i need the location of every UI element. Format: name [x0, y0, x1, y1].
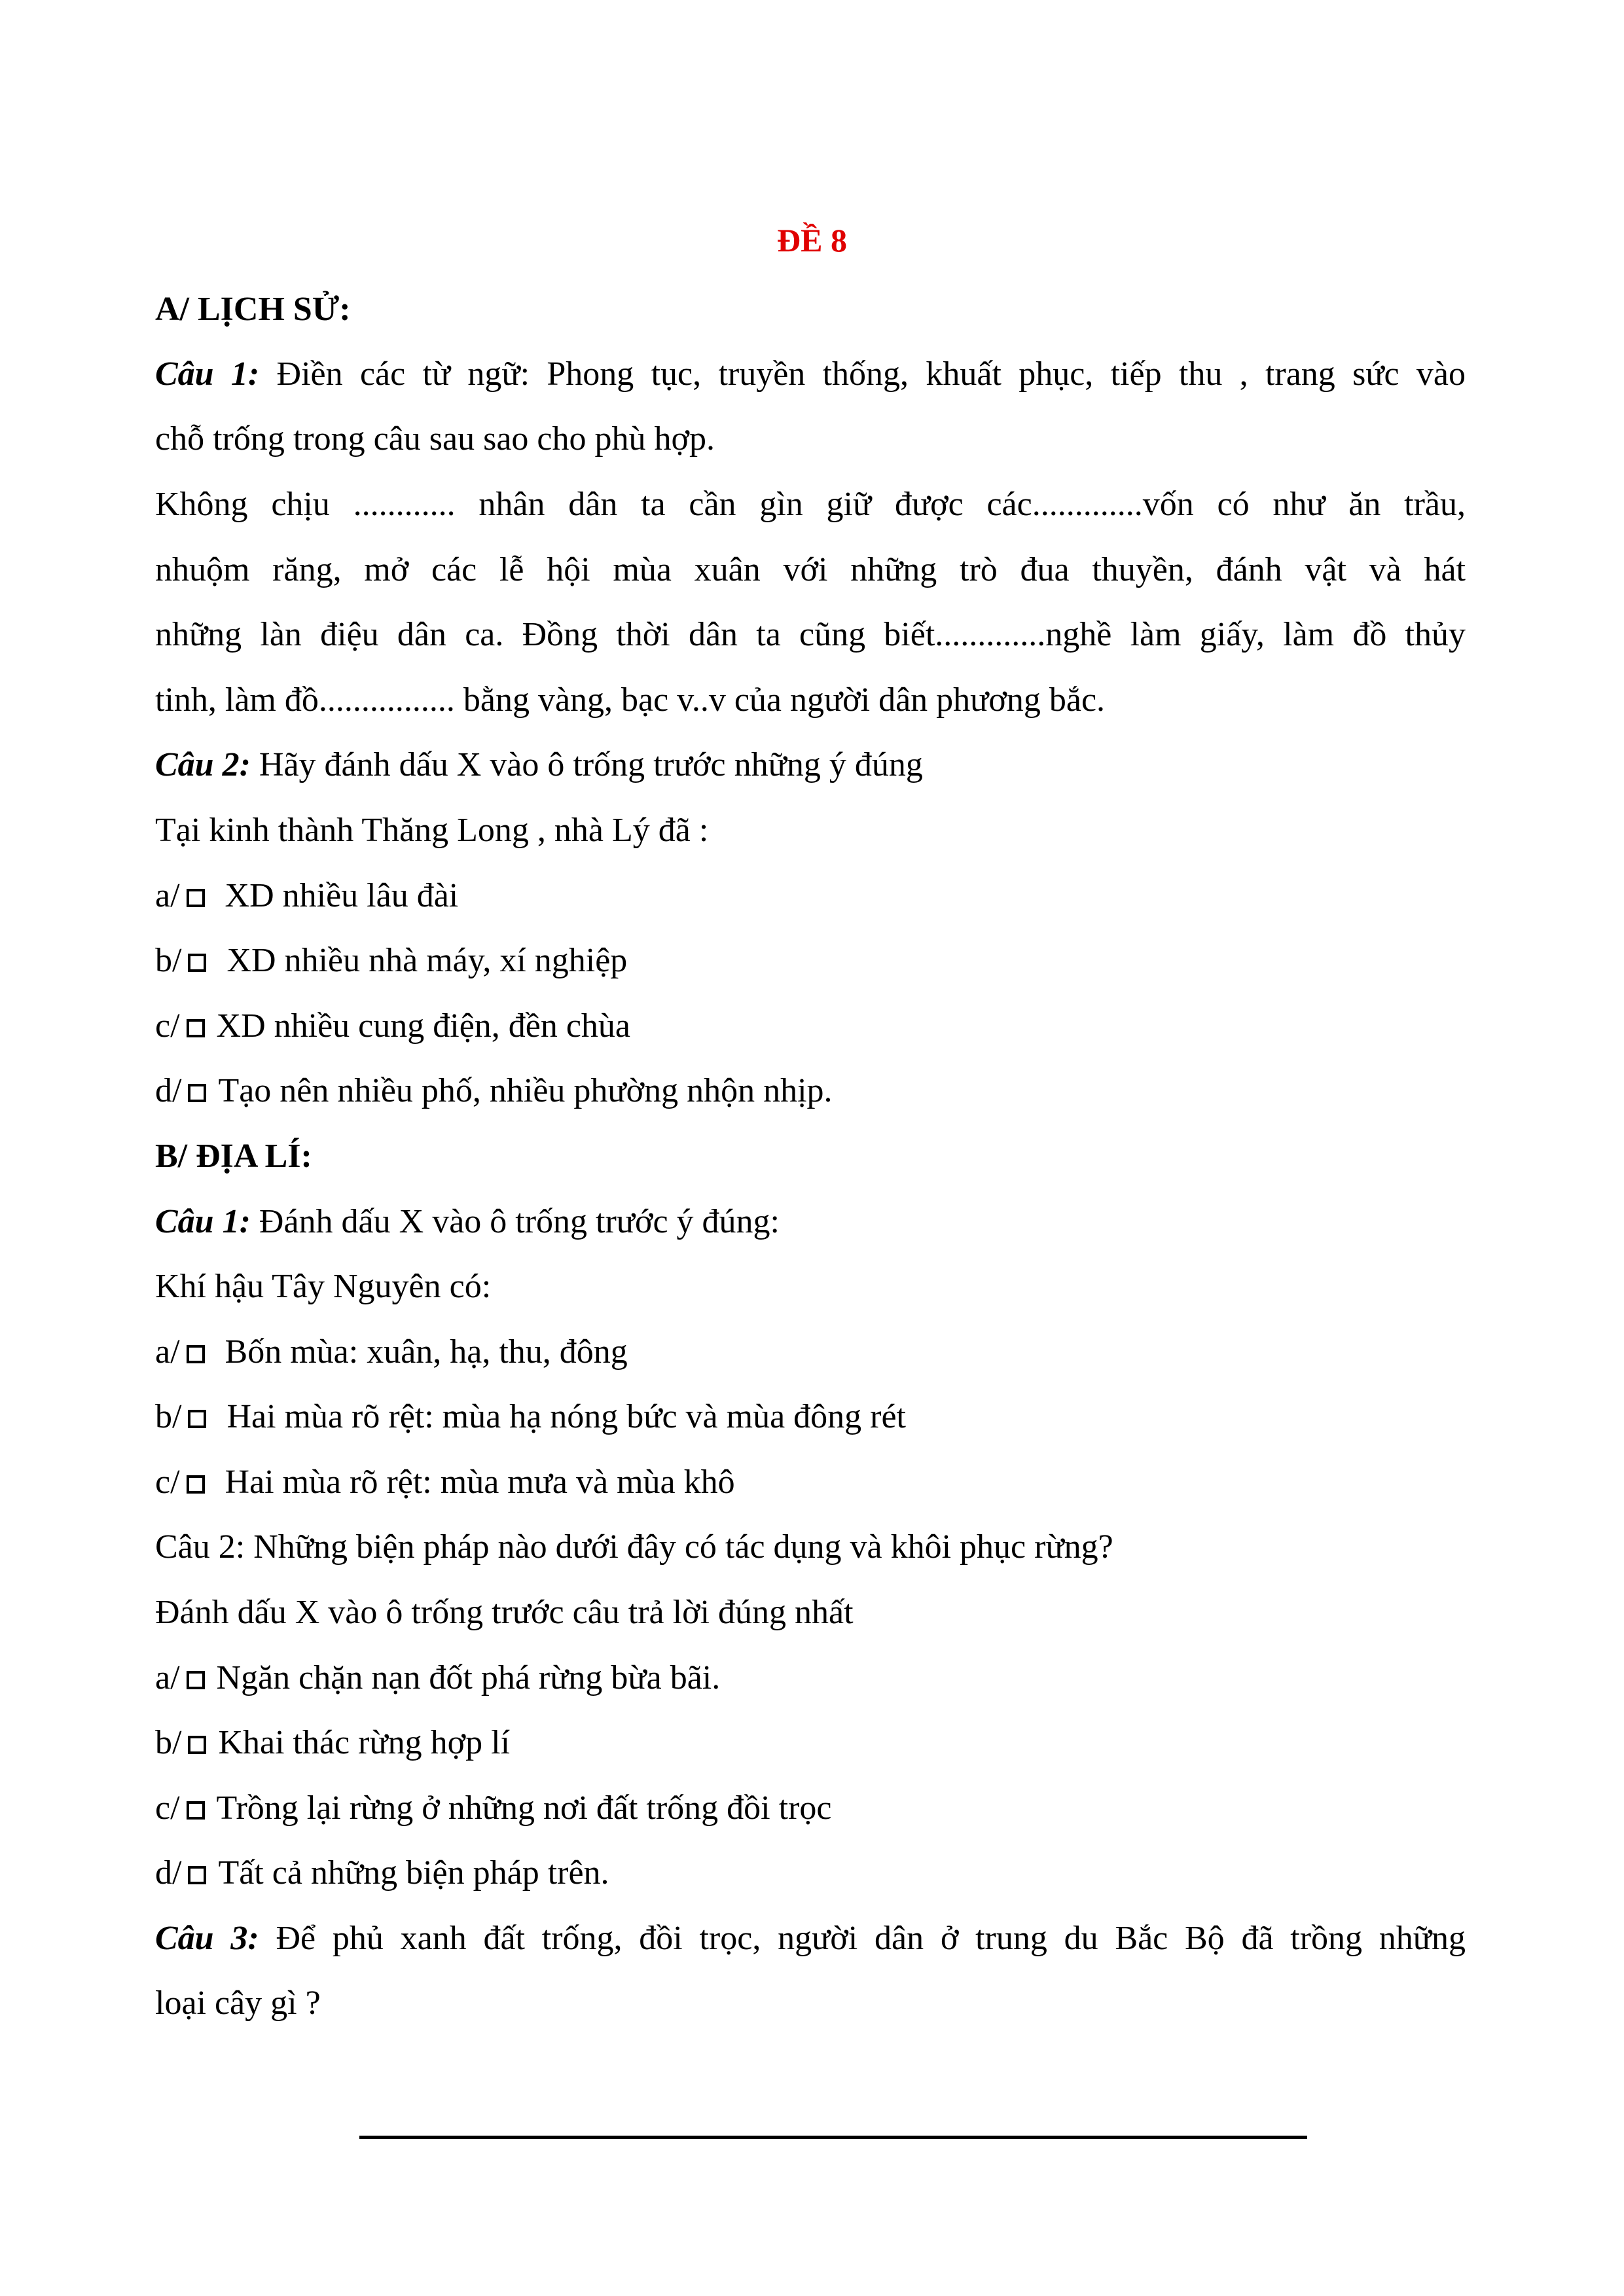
- option-text: XD nhiều nhà máy, xí nghiệp: [218, 942, 628, 979]
- section-b-q1: [155, 1200, 1466, 1244]
- section-a-q2: [155, 744, 1466, 787]
- section-b-heading: B/ ĐỊA LÍ:: [155, 1138, 312, 1175]
- checkbox[interactable]: [187, 1345, 205, 1363]
- option-text: Hai mùa rõ rệt: mùa hạ nóng bức và mùa đông rét: [218, 1398, 906, 1435]
- option-item: [155, 1005, 1466, 1048]
- section-b-q3-line1: [155, 1917, 1466, 1960]
- section-b-q1-intro: Khí hậu Tây Nguyên có:: [155, 1268, 492, 1305]
- option-letter: c/: [155, 1463, 180, 1501]
- checkbox[interactable]: [187, 1801, 205, 1820]
- option-item: [155, 1852, 1466, 1895]
- option-letter: c/: [155, 1007, 180, 1045]
- checkbox[interactable]: [188, 1866, 206, 1884]
- option-letter: a/: [155, 1333, 180, 1371]
- option-item: [155, 1069, 1466, 1113]
- question-text: Để phủ xanh đất trống, đồi trọc, người dân ở trung du Bắc Bộ đã trồng những: [259, 1920, 1466, 1957]
- option-letter: a/: [155, 877, 180, 914]
- question-text: Điền các từ ngữ: Phong tục, truyền thống, khuất phục, tiếp thu , trang sức vào: [259, 355, 1466, 393]
- checkbox[interactable]: [188, 1736, 206, 1754]
- footer-divider: [359, 2136, 1307, 2139]
- question-label: Câu 2:: [155, 746, 251, 783]
- option-item: [155, 1331, 1466, 1374]
- option-item: [155, 1721, 1466, 1765]
- option-letter: b/: [155, 1724, 182, 1761]
- question-label: Câu 3:: [155, 1920, 259, 1957]
- checkbox[interactable]: [188, 1410, 206, 1428]
- paragraph-line-4: tinh, làm đồ................ bằng vàng, bạc v..v của người dân phương bắc.: [155, 681, 1106, 719]
- option-item: [155, 1395, 1466, 1439]
- option-text: XD nhiều cung điện, đền chùa: [216, 1007, 631, 1045]
- question-text: Đánh dấu X vào ô trống trước ý đúng:: [250, 1203, 780, 1240]
- paragraph-line-1: Không chịu ............ nhân dân ta cần gìn giữ được các.............vốn có như ăn trầu,: [155, 486, 1466, 523]
- option-letter: b/: [155, 942, 182, 979]
- option-letter: c/: [155, 1789, 180, 1827]
- option-text: XD nhiều lâu đài: [216, 877, 459, 914]
- checkbox[interactable]: [188, 1084, 206, 1102]
- question-text: Hãy đánh dấu X vào ô trống trước những ý đúng: [250, 746, 923, 783]
- checkbox[interactable]: [187, 1019, 205, 1037]
- option-text: Tạo nên nhiều phố, nhiều phường nhộn nhịp.: [218, 1072, 833, 1109]
- question-label: Câu 1:: [155, 355, 260, 393]
- option-text: Ngăn chặn nạn đốt phá rừng bừa bãi.: [216, 1659, 721, 1696]
- section-a-q1-line1: [155, 353, 1466, 396]
- paragraph-line-2: nhuộm răng, mở các lễ hội mùa xuân với những trò đua thuyền, đánh vật và hát: [155, 551, 1466, 588]
- exam-title: ĐỀ 8: [777, 222, 847, 259]
- checkbox[interactable]: [187, 1475, 205, 1494]
- option-text: Hai mùa rõ rệt: mùa mưa và mùa khô: [216, 1463, 735, 1501]
- option-letter: a/: [155, 1659, 180, 1696]
- section-a-q1-line2: chỗ trống trong câu sau sao cho phù hợp.: [155, 420, 715, 457]
- option-item: [155, 1787, 1466, 1830]
- checkbox[interactable]: [187, 1671, 205, 1689]
- option-letter: d/: [155, 1072, 182, 1109]
- section-a-heading: A/ LỊCH SỬ:: [155, 291, 351, 328]
- section-a-q2-intro: Tại kinh thành Thăng Long , nhà Lý đã :: [155, 812, 709, 849]
- checkbox[interactable]: [188, 954, 206, 972]
- option-text: Bốn mùa: xuân, hạ, thu, đông: [216, 1333, 628, 1371]
- option-text: Tất cả những biện pháp trên.: [218, 1854, 609, 1892]
- option-item: [155, 1657, 1466, 1700]
- option-text: Trồng lại rừng ở những nơi đất trống đồi trọc: [216, 1789, 832, 1827]
- option-text: Khai thác rừng hợp lí: [218, 1724, 511, 1761]
- section-b-q3-line2: loại cây gì ?: [155, 1984, 321, 2022]
- option-item: [155, 874, 1466, 918]
- section-b-q2-intro: Đánh dấu X vào ô trống trước câu trả lời đúng nhất: [155, 1594, 854, 1631]
- option-item: [155, 939, 1466, 982]
- option-letter: d/: [155, 1854, 182, 1892]
- option-letter: b/: [155, 1398, 182, 1435]
- section-b-q2: Câu 2: Những biện pháp nào dưới đây có tác dụng và khôi phục rừng?: [155, 1528, 1113, 1566]
- checkbox[interactable]: [187, 889, 205, 907]
- option-item: [155, 1461, 1466, 1504]
- question-label: Câu 1:: [155, 1203, 251, 1240]
- paragraph-line-3: những làn điệu dân ca. Đồng thời dân ta cũng biết.............nghề làm giấy, làm đồ thủy: [155, 616, 1466, 653]
